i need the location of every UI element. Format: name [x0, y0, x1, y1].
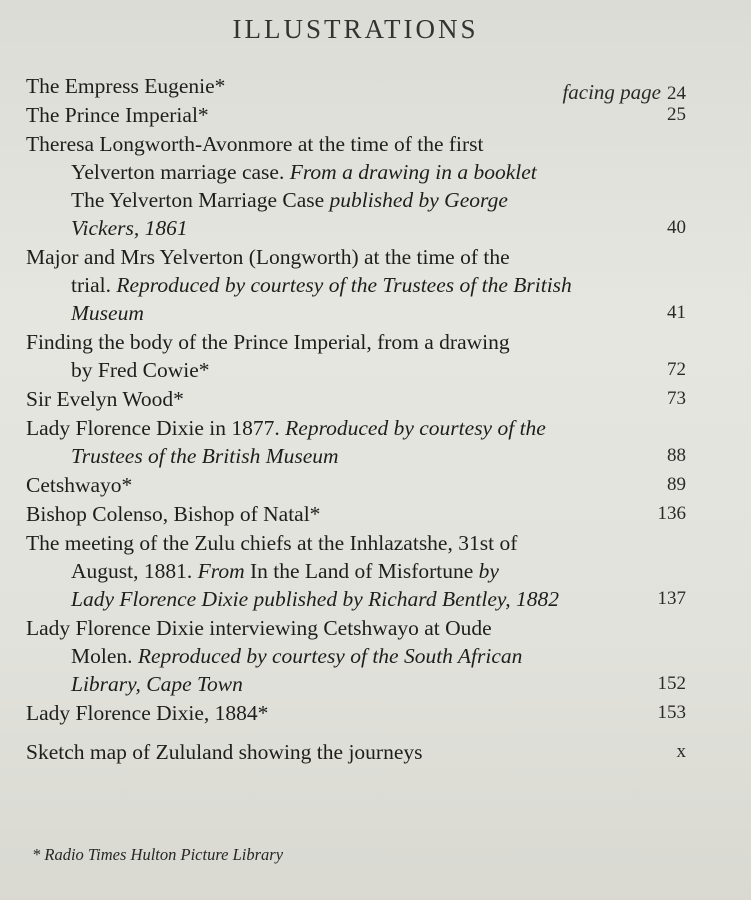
page-number: 137	[657, 588, 686, 609]
list-item: Sir Evelyn Wood* 73	[26, 387, 686, 411]
list-item: Cetshwayo* 89	[26, 473, 686, 497]
page-number: 73	[667, 388, 686, 409]
list-item: The Prince Imperial* 25	[26, 103, 686, 127]
list-item: Finding the body of the Prince Imperial, from a drawing by Fred Cowie* 72	[26, 330, 686, 382]
illustrations-list	[26, 72, 686, 767]
footnote: * Radio Times Hulton Picture Library	[32, 845, 284, 864]
divider	[26, 728, 686, 738]
page-number: 72	[667, 359, 686, 380]
page-number: 89	[667, 474, 686, 495]
page-number: 136	[657, 503, 686, 524]
page-number: x	[676, 741, 686, 762]
list-item: Sketch map of Zululand showing the journeys x	[26, 740, 686, 764]
page-number: 88	[667, 445, 686, 466]
page-number: 152	[657, 673, 686, 694]
page-number: 153	[657, 702, 686, 723]
list-item: Major and Mrs Yelverton (Longworth) at the time of the trial. Reproduced by courtesy of the Trustees of the British Museum 41	[26, 245, 686, 325]
list-item: Lady Florence Dixie, 1884* 153	[26, 701, 686, 725]
list-item: Lady Florence Dixie in 1877. Reproduced by courtesy of the Trustees of the British Museum 88	[26, 416, 686, 468]
list-item: Bishop Colenso, Bishop of Natal* 136	[26, 502, 686, 526]
page-number: 41	[667, 302, 686, 323]
page-number: facing page 24	[562, 80, 686, 104]
list-item: Theresa Longworth-Avonmore at the time of the first Yelverton marriage case. From a drawing in a booklet The Yelverton Marriage Case published by George Vickers, 1861 40	[26, 132, 686, 240]
page-heading: ILLUSTRATIONS	[232, 14, 479, 44]
page-number: 25	[667, 104, 686, 125]
list-item: Lady Florence Dixie interviewing Cetshwayo at Oude Molen. Reproduced by courtesy of the South African Library, Cape Town 152	[26, 616, 686, 696]
list-item: The Empress Eugenie* facing page 24	[26, 72, 686, 100]
list-item: The meeting of the Zulu chiefs at the Inhlazatshe, 31st of August, 1881. From In the Land of Misfortune by Lady Florence Dixie published by Richard Bentley, 1882 137	[26, 531, 686, 611]
page-number: 40	[667, 217, 686, 238]
